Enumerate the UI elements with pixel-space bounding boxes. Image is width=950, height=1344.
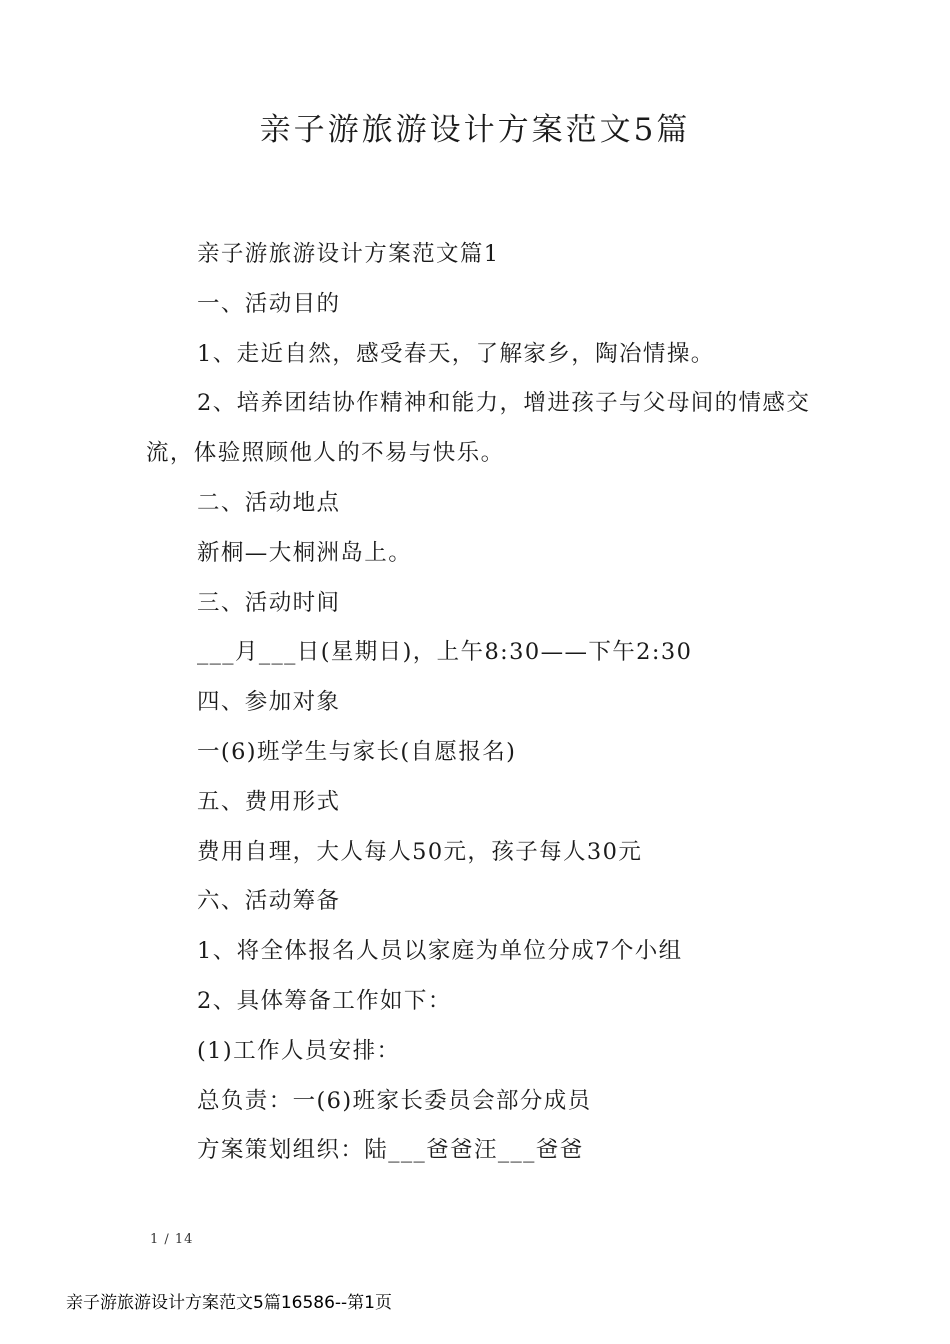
paragraph: ___月___日(星期日)，上午8:30——下午2:30 — [197, 639, 693, 666]
section-heading: 亲子游旅游设计方案范文篇1 — [197, 241, 500, 267]
paragraph: 一、活动目的 — [197, 290, 341, 317]
paragraph: 一(6)班学生与家长(自愿报名) — [197, 738, 517, 765]
paragraph: 六、活动筹备 — [197, 888, 341, 915]
paragraph: (1)工作人员安排： — [197, 1037, 401, 1064]
paragraph: 总负责：一(6)班家长委员会部分成员 — [197, 1087, 592, 1114]
paragraph: 1、将全体报名人员以家庭为单位分成7个小组 — [197, 938, 683, 965]
footer-caption: 亲子游旅游设计方案范文5篇16586--第1页 — [66, 1293, 392, 1313]
paragraph: 三、活动时间 — [197, 589, 341, 616]
document-body — [146, 230, 814, 1176]
paragraph: 四、参加对象 — [197, 689, 341, 716]
paragraph: 2、培养团结协作精神和能力，增进孩子与父母间的情感交流，体验照顾他人的不易与快乐。 — [146, 390, 811, 467]
paragraph: 二、活动地点 — [197, 489, 341, 516]
paragraph: 五、费用形式 — [197, 788, 341, 815]
paragraph: 新桐—大桐洲岛上。 — [197, 539, 413, 566]
paragraph: 2、具体筹备工作如下： — [197, 987, 452, 1014]
paragraph: 方案策划组织：陆___爸爸汪___爸爸 — [197, 1137, 584, 1164]
paragraph: 1、走近自然，感受春天，了解家乡，陶冶情操。 — [197, 340, 715, 367]
document-title: 亲子游旅游设计方案范文5篇 — [259, 112, 691, 148]
paragraph: 费用自理，大人每人50元，孩子每人30元 — [197, 838, 643, 865]
page-number: 1 / 14 — [150, 1232, 194, 1247]
